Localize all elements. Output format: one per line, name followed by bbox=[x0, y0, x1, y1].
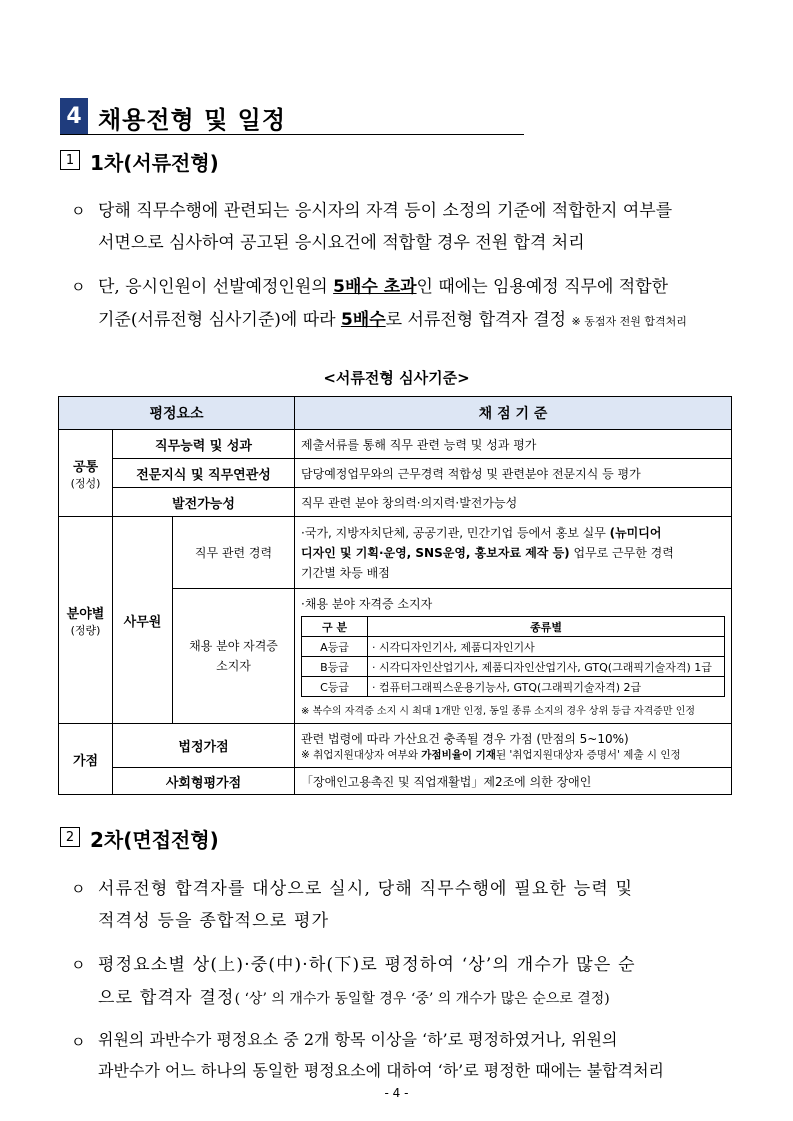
part1-bullet2-line2 bbox=[98, 305, 687, 330]
grade-cell: C등급 bbox=[302, 677, 368, 697]
cert-item-line2: 소지자 bbox=[216, 659, 251, 673]
kinds-cell: · 시각디자인산업기사, 제품디자인산업기사, GTQ(그래픽기술자격) 1급 bbox=[368, 657, 725, 677]
criteria-cell bbox=[295, 517, 732, 589]
part2-bullet3-line2: 과반수가 어느 하나의 동일한 평정요소에 대하여 ‘하’로 평정한 때에는 불합격처리 bbox=[98, 1061, 664, 1080]
text: (뉴미디어 bbox=[609, 525, 662, 540]
table-row bbox=[302, 637, 725, 657]
exp-line2 bbox=[301, 543, 725, 563]
common-label: 공통 bbox=[72, 459, 99, 475]
bullet-mark: ㅇ bbox=[71, 278, 86, 296]
section-underline bbox=[60, 134, 524, 135]
table-header-row bbox=[59, 397, 732, 430]
table-row bbox=[59, 724, 732, 768]
grade-cell: A등급 bbox=[302, 637, 368, 657]
part1-title: 1차(서류전형) bbox=[90, 151, 219, 175]
section-number: 4 bbox=[60, 98, 88, 134]
criteria-cell bbox=[295, 724, 732, 768]
cert-item-line1: 채용 분야 자격증 bbox=[189, 639, 278, 653]
criteria-cell: 「장애인고용촉진 및 직업재활법」제2조에 의한 장애인 bbox=[295, 768, 732, 795]
part2-title: 2차(면접전형) bbox=[90, 828, 219, 852]
text: 인 때에는 임용예정 직무에 적합한 bbox=[416, 277, 669, 297]
item-cell: 법정가점 bbox=[113, 724, 295, 768]
table-row bbox=[59, 488, 732, 517]
common-group-cell bbox=[59, 430, 113, 517]
part2-bullet1-line1: 서류전형 합격자를 대상으로 실시, 당해 직무수행에 필요한 능력 및 bbox=[98, 879, 634, 899]
kinds-cell: · 컴퓨터그래픽스운용기능사, GTQ(그래픽기술자격) 2급 bbox=[368, 677, 725, 697]
header-criteria: 채 점 기 준 bbox=[295, 397, 732, 430]
tie-note: ※ 동점자 전원 합격처리 bbox=[571, 315, 687, 328]
part2-bullet1-line2: 적격성 등을 종합적으로 평가 bbox=[98, 911, 330, 931]
text: 단, 응시인원이 선발예정인원의 bbox=[98, 277, 334, 297]
table-row bbox=[302, 677, 725, 697]
text: 기준(서류전형 심사기준)에 따라 bbox=[98, 310, 341, 330]
item-cell: 전문지식 및 직무연관성 bbox=[113, 459, 295, 488]
part2-number-box: 2 bbox=[60, 827, 80, 847]
highlight-5x: 5배수 bbox=[340, 310, 386, 330]
part2-bullet2-line1: 평정요소별 상(上)·중(中)·하(下)로 평정하여 ‘상’의 개수가 많은 순 bbox=[98, 955, 636, 975]
text: 업무로 근무한 경력 bbox=[569, 545, 674, 560]
text: ※ 취업지원대상자 여부와 bbox=[301, 748, 422, 761]
part1-bullet1-line2: 서면으로 심사하여 공고된 응시요건에 적합할 경우 전원 합격 처리 bbox=[98, 233, 585, 253]
criteria-cell: 제출서류를 통해 직무 관련 능력 및 성과 평가 bbox=[295, 430, 732, 459]
part1-bullet2-line1 bbox=[98, 272, 668, 297]
item-cell: 사회형평가점 bbox=[113, 768, 295, 795]
table-row bbox=[302, 617, 725, 637]
text: ( ‘상’ 의 개수가 동일할 경우 ‘중’ 의 개수가 많은 순으로 결정) bbox=[234, 991, 610, 1007]
part1-bullet1-line1: 당해 직무수행에 관련되는 응시자의 자격 등이 소정의 기준에 적합한지 여부를 bbox=[98, 201, 673, 221]
bullet-mark: ㅇ bbox=[71, 880, 86, 898]
header-element: 평정요소 bbox=[59, 397, 295, 430]
cert-intro: ·채용 분야 자격증 소지자 bbox=[301, 597, 433, 611]
section-title: 채용전형 및 일정 bbox=[98, 106, 286, 134]
field-group-cell bbox=[59, 517, 113, 724]
legal-line2 bbox=[301, 747, 725, 762]
field-sub: (정량) bbox=[70, 623, 101, 637]
legal-line1: 관련 법령에 따라 가산요건 충족될 경우 가점 (만점의 5~10%) bbox=[301, 731, 629, 746]
item-cell bbox=[173, 589, 295, 724]
page-number: - 4 - bbox=[384, 1086, 409, 1100]
text: 디자인 및 기획·운영, SNS운영, 홍보자료 제작 등) bbox=[301, 545, 570, 560]
cert-note: ※ 복수의 자격증 소지 시 최대 1개만 인정, 동일 종류 소지의 경우 상위 등급 자격증만 인정 bbox=[301, 706, 696, 717]
role-cell: 사무원 bbox=[113, 517, 173, 724]
item-cell: 발전가능성 bbox=[113, 488, 295, 517]
sub-header-cell: 구 분 bbox=[302, 617, 368, 637]
cert-grade-table bbox=[301, 616, 725, 697]
table-row bbox=[302, 657, 725, 677]
bullet-mark: ㅇ bbox=[71, 202, 86, 220]
table-row bbox=[59, 430, 732, 459]
part2-bullet2-line2 bbox=[98, 983, 610, 1008]
bullet-mark: ㅇ bbox=[71, 956, 86, 974]
item-cell: 직무 관련 경력 bbox=[173, 517, 295, 589]
text: 가점비율이 기재 bbox=[421, 748, 496, 761]
table-caption: <서류전형 심사기준> bbox=[323, 369, 470, 387]
criteria-cell bbox=[295, 589, 732, 724]
text: ·국가, 지방자치단체, 공공기관, 민간기업 등에서 홍보 실무 bbox=[301, 525, 610, 540]
text: 된 '취업지원대상자 증명서' 제출 시 인정 bbox=[495, 748, 681, 761]
text: 로 서류전형 합격자 결정 bbox=[385, 310, 567, 330]
common-sub: (정성) bbox=[70, 476, 101, 490]
item-cell: 직무능력 및 성과 bbox=[113, 430, 295, 459]
part1-number-box: 1 bbox=[60, 150, 80, 170]
grade-cell: B등급 bbox=[302, 657, 368, 677]
highlight-5x-exceed: 5배수 초과 bbox=[333, 277, 417, 297]
sub-header-cell: 종류별 bbox=[368, 617, 725, 637]
exp-line1 bbox=[301, 523, 725, 543]
exp-line3: 기간별 차등 배점 bbox=[301, 565, 390, 580]
kinds-cell: · 시각디자인기사, 제품디자인기사 bbox=[368, 637, 725, 657]
table-row bbox=[59, 459, 732, 488]
screening-criteria-table bbox=[58, 396, 732, 795]
part2-bullet3-line1: 위원의 과반수가 평정요소 중 2개 항목 이상을 ‘하’로 평정하였거나, 위원의 bbox=[98, 1030, 618, 1049]
text: 으로 합격자 결정 bbox=[98, 988, 235, 1008]
bullet-mark: ㅇ bbox=[71, 1033, 86, 1051]
table-row bbox=[59, 517, 732, 589]
bonus-label: 가점 bbox=[59, 724, 113, 795]
criteria-cell: 직무 관련 분야 창의력·의지력·발전가능성 bbox=[295, 488, 732, 517]
field-label: 분야별 bbox=[66, 606, 105, 622]
criteria-cell: 담당예정업무와의 근무경력 적합성 및 관련분야 전문지식 등 평가 bbox=[295, 459, 732, 488]
table-row bbox=[59, 768, 732, 795]
